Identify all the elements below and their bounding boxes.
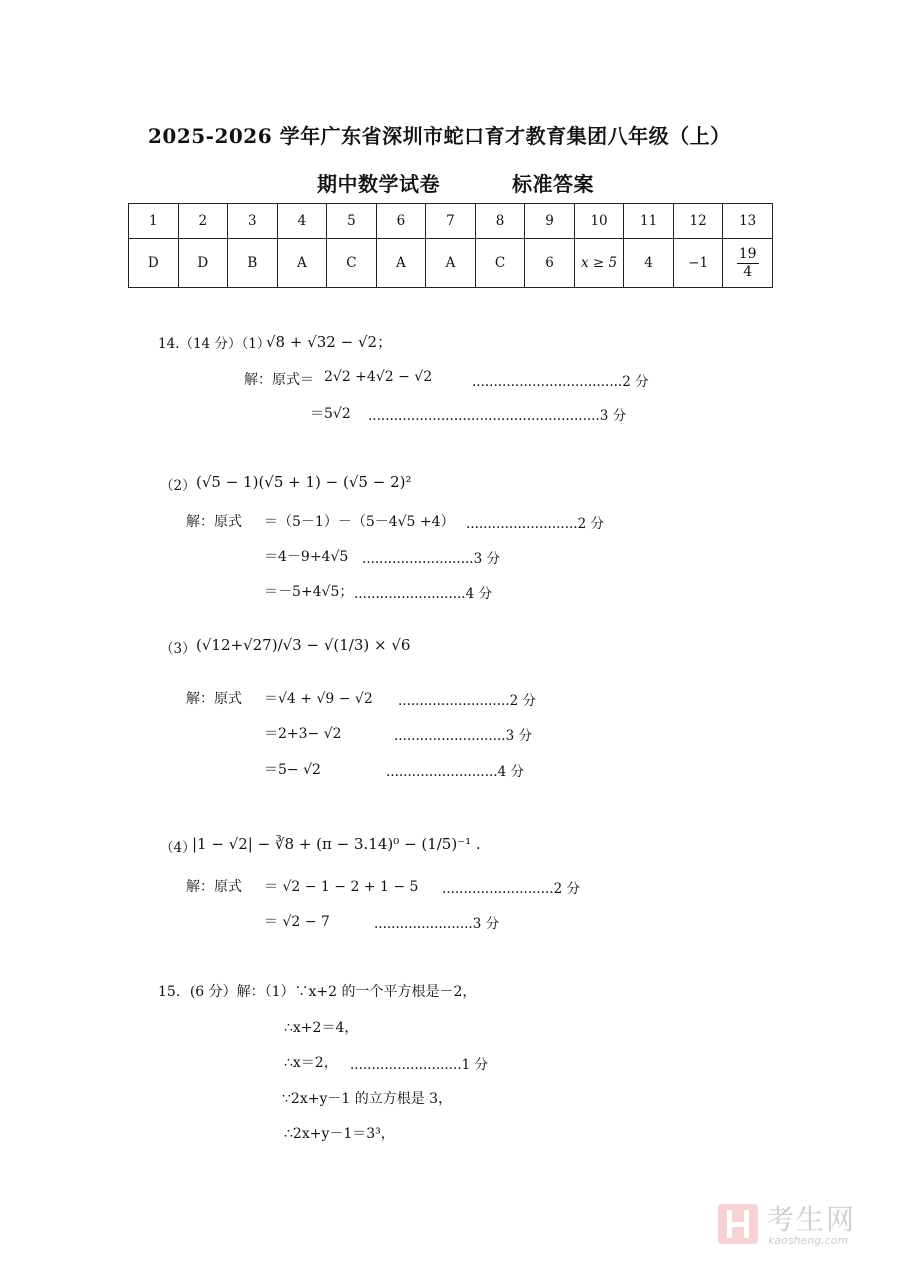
answer-table-header-row <box>129 204 773 239</box>
q14-3-step3: ＝5− √2 <box>264 762 321 778</box>
q14-3-step2-score: ..........................3 分 <box>394 728 532 744</box>
answer-cell: B <box>228 239 278 288</box>
q14-1-problem: √8 + √32 − √2； <box>266 333 393 351</box>
q14-3-step3-score: ..........................4 分 <box>386 764 524 780</box>
question-number-cell: 12 <box>673 204 723 239</box>
document-title-line1: 2025-2026 学年广东省深圳市蛇口育才教育集团八年级（上） <box>148 124 731 148</box>
question-number-cell: 4 <box>277 204 327 239</box>
q14-3-problem: (√12+√27)/√3 − √(1/3) × √6 <box>196 636 411 654</box>
q14-3-label: （3） <box>160 641 196 657</box>
answer-cell-fraction <box>723 239 773 288</box>
q15-line1: ∴x+2＝4， <box>284 1020 359 1036</box>
answer-cell: 6 <box>525 239 575 288</box>
q14-1-step2: ＝5√2 <box>310 406 351 422</box>
q14-2-step1: ＝（5－1）－（5－4√5 +4） <box>264 514 455 530</box>
q14-3-step1: ＝√4 + √9 − √2 <box>264 691 373 707</box>
q14-3-step1-score: ..........................2 分 <box>398 693 536 709</box>
q14-2-step1-score: ..........................2 分 <box>466 516 604 532</box>
question-number-cell: 9 <box>525 204 575 239</box>
answer-cell: 4 <box>624 239 674 288</box>
answer-cell: D <box>129 239 179 288</box>
q14-4-problem: |1 − √2| − ∛8 + (π − 3.14)⁰ − (1/5)⁻¹ . <box>192 835 481 853</box>
q15-header: 15．(6 分）解：（1）∵x+2 的一个平方根是－2， <box>158 984 477 1000</box>
watermark-text-cn: 考生网 <box>766 1203 857 1236</box>
q14-1-step2-score: ......................................................3 分 <box>368 408 627 424</box>
q14-2-label: （2） <box>160 478 196 494</box>
answer-cell: x ≥ 5 <box>574 239 624 288</box>
q14-header: 14.（14 分）（1） <box>158 336 271 352</box>
answer-cell: A <box>376 239 426 288</box>
q14-1-solve-label: 解：原式＝ <box>244 372 314 388</box>
question-number-cell: 8 <box>475 204 525 239</box>
question-number-cell: 13 <box>723 204 773 239</box>
q15-line2: ∴x＝2， <box>284 1055 338 1071</box>
q14-4-step1: ＝ √2 − 1 − 2 + 1 − 5 <box>264 879 419 895</box>
question-number-cell: 7 <box>426 204 476 239</box>
q14-2-solve-label: 解：原式 <box>186 514 242 530</box>
answer-cell: A <box>426 239 476 288</box>
q14-2-step2: ＝4－9+4√5 <box>264 549 349 565</box>
fraction-denominator: 4 <box>743 263 753 280</box>
watermark <box>718 1196 888 1254</box>
question-number-cell: 6 <box>376 204 426 239</box>
q14-3-solve-label: 解：原式 <box>186 691 242 707</box>
q14-4-step2: ＝ √2 − 7 <box>264 914 330 930</box>
answer-table <box>128 203 773 288</box>
q14-4-step1-score: ..........................2 分 <box>442 881 580 897</box>
q14-2-step2-score: ..........................3 分 <box>362 551 500 567</box>
document-title-exam: 期中数学试卷 <box>317 172 440 196</box>
q15-line3: ∵2x+y－1 的立方根是 3， <box>282 1091 453 1107</box>
q14-1-step1-score: ...................................2 分 <box>472 374 649 390</box>
q14-2-problem: (√5 − 1)(√5 + 1) − (√5 − 2)² <box>196 473 412 491</box>
q14-4-step2-score: .......................3 分 <box>374 916 500 932</box>
watermark-logo-icon <box>718 1204 758 1244</box>
question-number-cell: 5 <box>327 204 377 239</box>
watermark-text-en: kaosheng.com <box>768 1234 849 1247</box>
answer-cell: D <box>178 239 228 288</box>
question-number-cell: 10 <box>574 204 624 239</box>
q15-line2-score: ..........................1 分 <box>350 1057 488 1073</box>
fraction-numerator: 19 <box>738 246 757 263</box>
answer-table-answer-row <box>129 239 773 288</box>
question-number-cell: 11 <box>624 204 674 239</box>
q15-line4: ∴2x+y－1＝3³， <box>284 1126 395 1142</box>
q14-3-step2: ＝2+3− √2 <box>264 726 342 742</box>
q14-4-solve-label: 解：原式 <box>186 879 242 895</box>
q14-2-step3-score: ..........................4 分 <box>354 586 492 602</box>
q14-2-step3: ＝－5+4√5； <box>264 584 354 600</box>
q14-1-step1: 2√2 +4√2 − √2 <box>324 369 433 385</box>
document-title-answer: 标准答案 <box>512 172 594 196</box>
q14-4-label: （4） <box>160 840 196 856</box>
answer-cell: C <box>475 239 525 288</box>
question-number-cell: 1 <box>129 204 179 239</box>
question-number-cell: 2 <box>178 204 228 239</box>
answer-cell: −1 <box>673 239 723 288</box>
answer-cell: A <box>277 239 327 288</box>
question-number-cell: 3 <box>228 204 278 239</box>
answer-cell: C <box>327 239 377 288</box>
